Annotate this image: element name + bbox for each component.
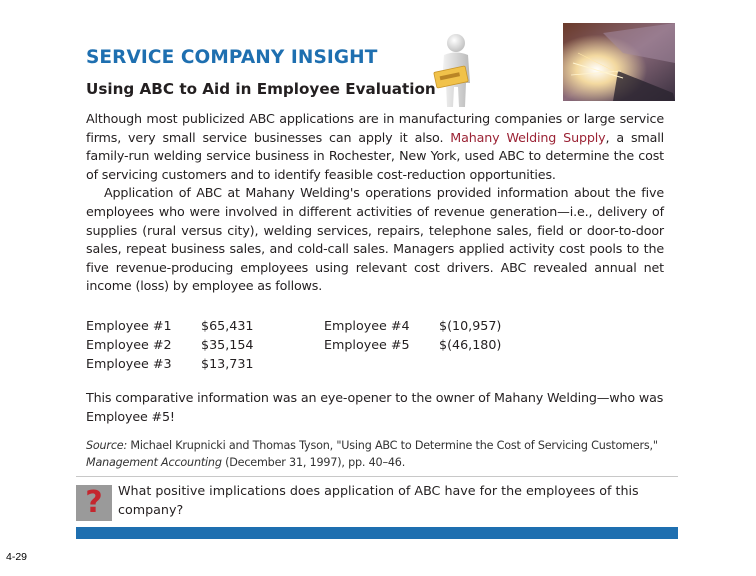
- welding-photo: [563, 23, 675, 101]
- insight-subtitle: Using ABC to Aid in Employee Evaluation: [86, 80, 436, 98]
- question-icon: ?: [76, 485, 112, 521]
- employee-amount: $(46,180): [439, 337, 502, 352]
- person-holding-card-illustration: [432, 33, 484, 109]
- discussion-question: What positive implications does application of ABC have for the employees of this company?: [118, 483, 639, 517]
- insight-title: SERVICE COMPANY INSIGHT: [86, 47, 378, 68]
- divider: [76, 476, 678, 477]
- source-citation: Source: Michael Krupnicki and Thomas Tyson, "Using ABC to Determine the Cost of Servicing Customers," Management Accounting (December 31, 1997), pp. 40–46.: [86, 439, 658, 469]
- slide-number: 4-29: [6, 551, 28, 563]
- employee-amount: $65,431: [201, 318, 254, 333]
- bottom-accent-bar: [76, 527, 678, 539]
- employee-amount: $13,731: [201, 356, 254, 371]
- company-name: Mahany Welding Supply: [450, 129, 606, 145]
- insight-panel: [76, 15, 678, 541]
- employee-name: Employee #1: [86, 318, 172, 333]
- insight-body: [86, 110, 664, 296]
- employee-amount: $(10,957): [439, 318, 502, 333]
- paragraph-1: Although most publicized ABC applications are in manufacturing companies or large service firms, very small service businesses can apply it also. Mahany Welding Supply, a small family-run welding service business in Rochester, New York, used ABC to determine the cost of servicing customers and to identify feasible cost-reduction opportunities.: [86, 111, 664, 182]
- employee-name: Employee #3: [86, 356, 172, 371]
- closing-text: This comparative information was an eye-opener to the owner of Mahany Welding—who was Employee #5!: [86, 390, 664, 424]
- employee-name: Employee #2: [86, 337, 172, 352]
- employee-names-col-2: [324, 316, 410, 354]
- source-label: Source:: [86, 439, 128, 452]
- employee-amount: $35,154: [201, 337, 254, 352]
- employee-name: Employee #5: [324, 337, 410, 352]
- paragraph-2: Application of ABC at Mahany Welding's operations provided information about the five employees who were involved in different activities of revenue generation—i.e., delivery of supplies (rural versus city), welding services, repairs, telephone sales, field or door-to-door sales, repeat business sales, and cold-call sales. Managers applied activity cost pools to the five revenue-producing employees using relevant cost drivers. ABC revealed annual net income (loss) by employee as follows.: [86, 185, 664, 294]
- journal-name: Management Accounting: [86, 455, 222, 469]
- employee-amounts-col-1: [201, 316, 253, 373]
- employee-amounts-col-2: [439, 316, 501, 354]
- employee-names-col-1: [86, 316, 172, 373]
- employee-name: Employee #4: [324, 318, 410, 333]
